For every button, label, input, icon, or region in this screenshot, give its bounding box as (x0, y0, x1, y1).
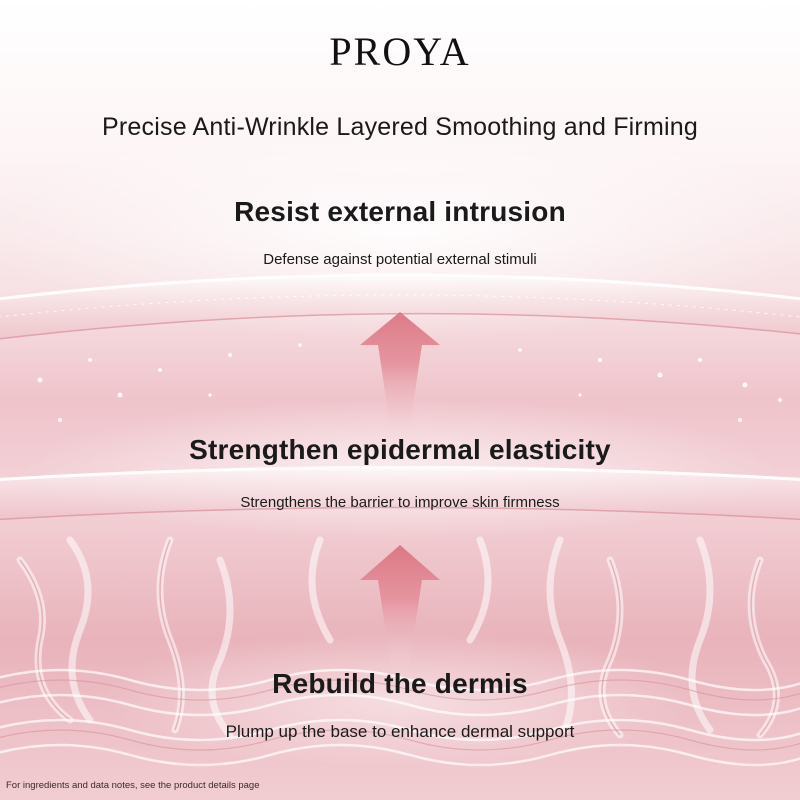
layer-subtitle-2: Strengthens the barrier to improve skin firmness (240, 494, 560, 511)
layer-title-3: Rebuild the dermis (272, 668, 528, 699)
footnote: For ingredients and data notes, see the product details page (6, 780, 260, 791)
layer-title-2: Strengthen epidermal elasticity (189, 434, 611, 465)
page-tagline: Precise Anti-Wrinkle Layered Smoothing and Firming (102, 113, 698, 141)
brand-logo: PROYA (329, 29, 471, 74)
layer-subtitle-1: Defense against potential external stimuli (263, 251, 537, 268)
layer-title-1: Resist external intrusion (234, 196, 566, 227)
layer-subtitle-3: Plump up the base to enhance dermal support (225, 722, 575, 741)
